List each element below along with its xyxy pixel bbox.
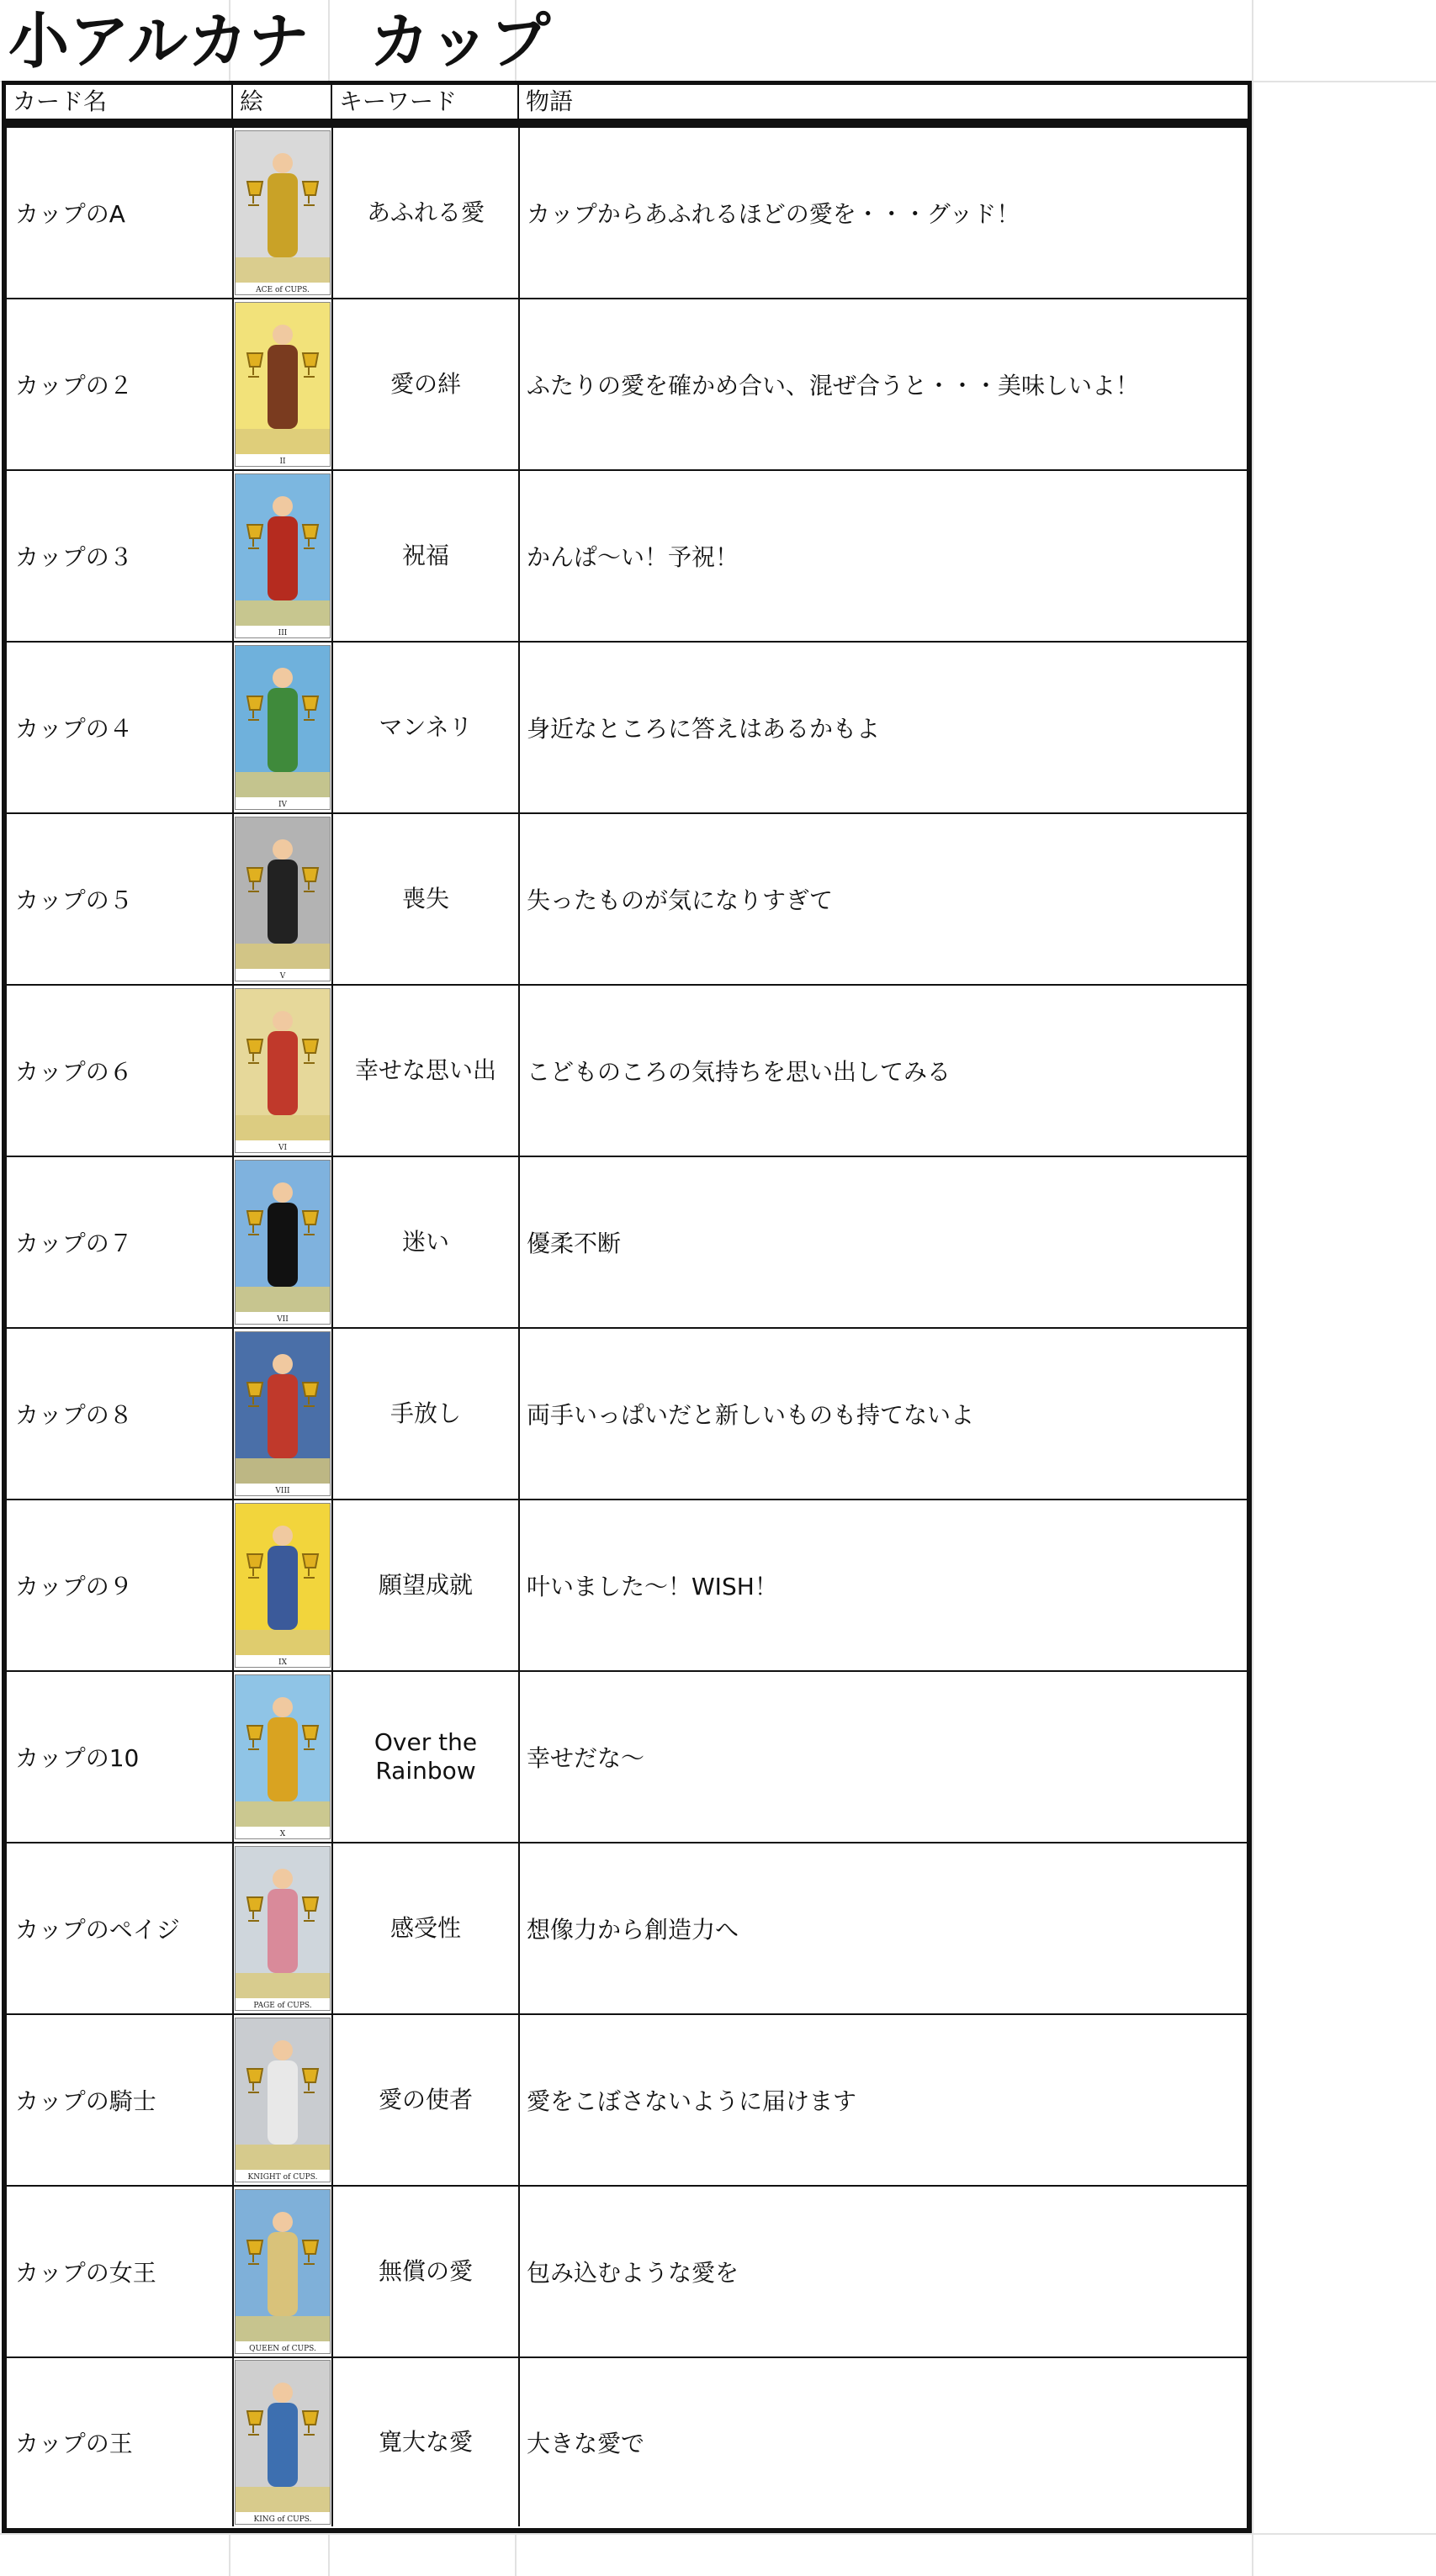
king-of-cups-card-icon: [235, 2360, 331, 2525]
card-name-cell[interactable]: カップの５: [7, 814, 234, 984]
card-label: KNIGHT of CUPS.: [247, 2173, 318, 2182]
header-image[interactable]: 絵: [233, 85, 332, 119]
card-label: ACE of CUPS.: [256, 286, 310, 294]
card-label: VIII: [275, 1487, 290, 1495]
card-name-cell[interactable]: カップの９: [7, 1500, 234, 1670]
card-image-cell[interactable]: [234, 1672, 333, 1842]
card-name-cell[interactable]: カップの６: [7, 986, 234, 1156]
card-image-cell[interactable]: [234, 2015, 333, 2185]
four-of-cups-card-icon: [235, 645, 331, 810]
card-name-cell[interactable]: カップのA: [7, 128, 234, 298]
story-cell[interactable]: 想像力から創造力へ: [527, 1916, 739, 1944]
keyword-cell[interactable]: 寛大な愛: [333, 2358, 520, 2526]
sheet-title: 小アルカナ カップ: [8, 6, 551, 77]
story-cell[interactable]: 両手いっぱいだと新しいものも持てないよ: [527, 1401, 975, 1429]
card-image-cell[interactable]: [234, 1157, 333, 1327]
card-label: X: [279, 1830, 286, 1838]
table-row: [7, 2187, 1247, 2358]
card-image-cell[interactable]: [234, 1329, 333, 1499]
ace-of-cups-card-icon: [235, 130, 331, 295]
card-image-cell[interactable]: [234, 986, 333, 1156]
keyword-cell[interactable]: 祝福: [333, 471, 520, 641]
card-name-cell[interactable]: カップの７: [7, 1157, 234, 1327]
card-name-cell[interactable]: カップの２: [7, 299, 234, 469]
table-row: [7, 2015, 1247, 2187]
table-row: [7, 1157, 1247, 1329]
table-row: [7, 1672, 1247, 1843]
three-of-cups-card-icon: [235, 473, 331, 638]
two-of-cups-card-icon: [235, 302, 331, 467]
card-image-cell[interactable]: [234, 2358, 333, 2526]
card-label: PAGE of CUPS.: [253, 2002, 312, 2010]
card-image-cell[interactable]: [234, 128, 333, 298]
table-row: [7, 471, 1247, 643]
card-name-cell[interactable]: カップのペイジ: [7, 1843, 234, 2013]
card-label: IV: [278, 801, 288, 809]
card-name-cell[interactable]: カップの８: [7, 1329, 234, 1499]
table-row: [7, 1500, 1247, 1672]
header-row: [2, 81, 1252, 123]
card-table: [2, 123, 1252, 2533]
story-cell[interactable]: カップからあふれるほどの愛を・・・グッド！: [527, 200, 1020, 228]
card-name-cell[interactable]: カップの４: [7, 643, 234, 812]
card-name-cell[interactable]: カップの騎士: [7, 2015, 234, 2185]
story-cell[interactable]: 身近なところに答えはあるかもよ: [527, 715, 881, 743]
story-cell[interactable]: かんぱ〜い！予祝！: [527, 543, 739, 571]
keyword-cell[interactable]: 無償の愛: [333, 2187, 520, 2356]
card-image-cell[interactable]: [234, 1843, 333, 2013]
five-of-cups-card-icon: [235, 817, 331, 981]
table-row: [7, 128, 1247, 299]
card-label: IX: [278, 1658, 287, 1667]
keyword-cell[interactable]: 感受性: [333, 1843, 520, 2013]
queen-of-cups-card-icon: [235, 2189, 331, 2354]
header-card-name[interactable]: カード名: [6, 85, 233, 119]
story-cell[interactable]: 愛をこぼさないように届けます: [527, 2087, 857, 2115]
card-name-cell[interactable]: カップの３: [7, 471, 234, 641]
card-name-cell[interactable]: カップの10: [7, 1672, 234, 1842]
header-story[interactable]: 物語: [526, 87, 574, 115]
story-cell[interactable]: ふたりの愛を確かめ合い、混ぜ合うと・・・美味しいよ！: [527, 372, 1140, 399]
card-image-cell[interactable]: [234, 814, 333, 984]
card-name-cell[interactable]: カップの王: [7, 2358, 234, 2526]
table-row: [7, 1843, 1247, 2015]
card-image-cell[interactable]: [234, 2187, 333, 2356]
table-row: [7, 643, 1247, 814]
knight-of-cups-card-icon: [235, 2018, 331, 2182]
ten-of-cups-card-icon: [235, 1674, 331, 1839]
seven-of-cups-card-icon: [235, 1160, 331, 1325]
nine-of-cups-card-icon: [235, 1503, 331, 1668]
story-cell[interactable]: 包み込むような愛を: [527, 2259, 739, 2287]
card-image-cell[interactable]: [234, 299, 333, 469]
card-image-cell[interactable]: [234, 1500, 333, 1670]
card-name-cell[interactable]: カップの女王: [7, 2187, 234, 2356]
grid-line: [1252, 0, 1253, 2576]
story-cell[interactable]: 幸せだな〜: [527, 1744, 645, 1772]
page-of-cups-card-icon: [235, 1846, 331, 2011]
card-label: KING of CUPS.: [253, 2515, 312, 2524]
keyword-cell[interactable]: 手放し: [333, 1329, 520, 1499]
card-label: VI: [278, 1144, 288, 1152]
story-cell[interactable]: 大きな愛で: [527, 2430, 645, 2457]
keyword-cell[interactable]: Over the Rainbow: [333, 1672, 520, 1842]
keyword-cell[interactable]: 願望成就: [333, 1500, 520, 1670]
keyword-cell[interactable]: 喪失: [333, 814, 520, 984]
card-label: V: [279, 972, 286, 981]
header-keyword[interactable]: キーワード: [332, 85, 519, 119]
grid-line: [0, 2533, 1436, 2535]
card-label: QUEEN of CUPS.: [249, 2345, 316, 2353]
card-label: III: [278, 629, 288, 637]
keyword-cell[interactable]: 愛の使者: [333, 2015, 520, 2185]
keyword-cell[interactable]: 愛の絆: [333, 299, 520, 469]
table-row: [7, 814, 1247, 986]
eight-of-cups-card-icon: [235, 1331, 331, 1496]
card-image-cell[interactable]: [234, 471, 333, 641]
card-image-cell[interactable]: [234, 643, 333, 812]
story-cell[interactable]: こどものころの気持ちを思い出してみる: [527, 1058, 951, 1086]
keyword-cell[interactable]: あふれる愛: [333, 128, 520, 298]
table-row: [7, 2358, 1247, 2526]
story-cell[interactable]: 失ったものが気になりすぎて: [527, 886, 834, 914]
table-row: [7, 986, 1247, 1157]
keyword-cell[interactable]: 幸せな思い出: [333, 986, 520, 1156]
keyword-cell[interactable]: マンネリ: [333, 643, 520, 812]
story-cell[interactable]: 優柔不断: [527, 1230, 622, 1257]
keyword-cell[interactable]: 迷い: [333, 1157, 520, 1327]
six-of-cups-card-icon: [235, 988, 331, 1153]
card-label: VII: [277, 1315, 289, 1324]
story-cell[interactable]: 叶いました〜！WISH！: [527, 1573, 778, 1600]
card-label: II: [279, 458, 286, 466]
table-row: [7, 299, 1247, 471]
table-row: [7, 1329, 1247, 1500]
